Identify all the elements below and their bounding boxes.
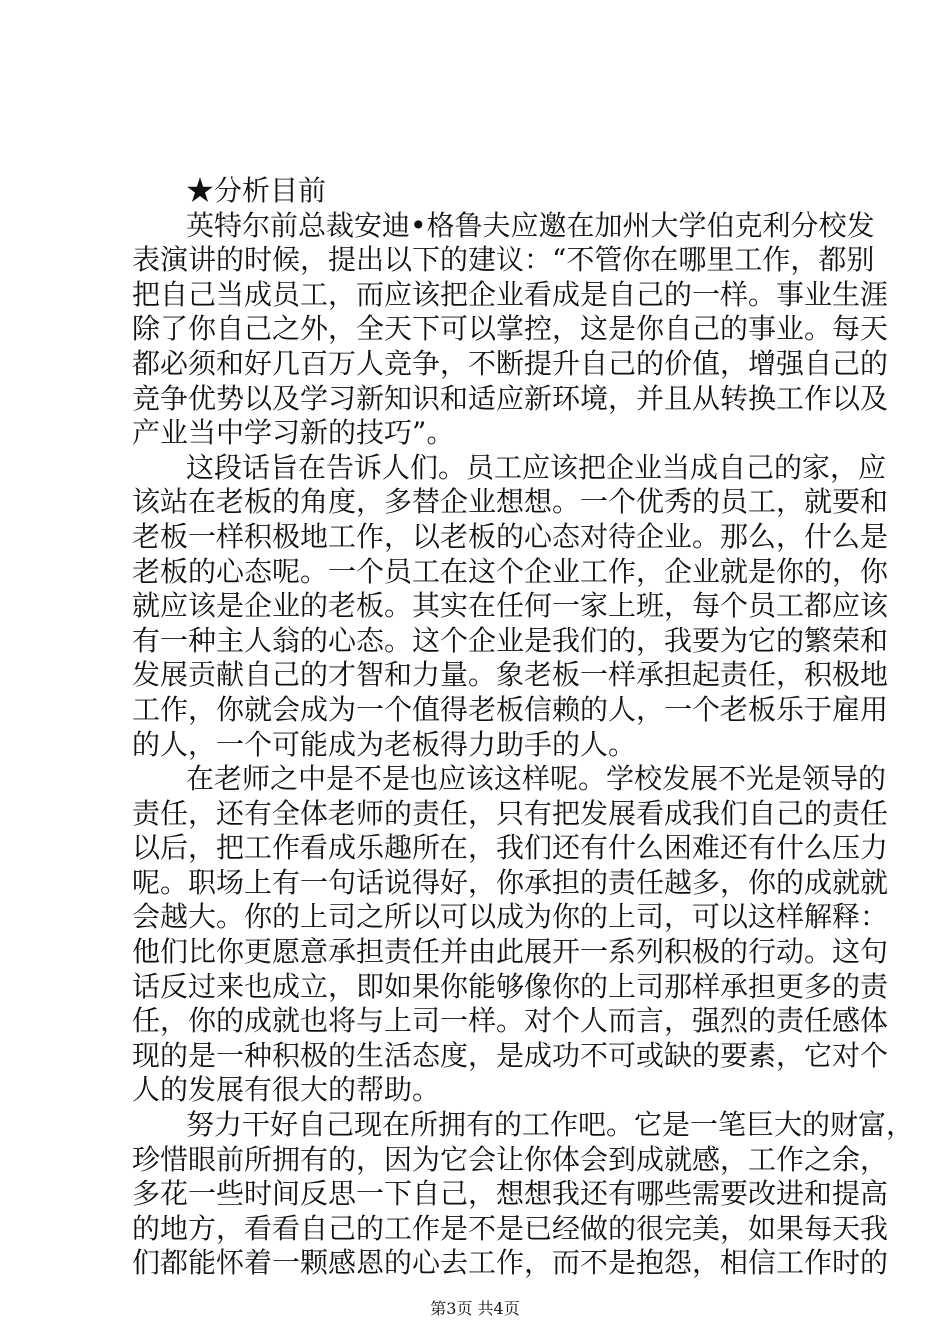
text-line: 除了你自己之外，全天下可以掌控，这是你自己的事业。每天 <box>132 312 889 346</box>
text-line: 把自己当成员工，而应该把企业看成是自己的一样。事业生涯 <box>132 277 889 311</box>
text-line: 产业当中学习新的技巧”。 <box>132 416 455 450</box>
text-line: 老板一样积极地工作，以老板的心态对待企业。那么，什么是 <box>132 519 889 553</box>
text-line: 都必须和好几百万人竞争，不断提升自己的价值，增强自己的 <box>132 346 889 380</box>
text-line: 在老师之中是不是也应该这样呢。学校发展不光是领导的 <box>186 762 887 796</box>
text-line: 的地方，看看自己的工作是不是已经做的很完美，如果每天我 <box>132 1211 889 1245</box>
text-line: 他们比你更愿意承担责任并由此展开一系列积极的行动。这句 <box>132 935 889 969</box>
page-number-footer: 第3页 共4页 <box>430 1299 520 1318</box>
text-line: 发展贡献自己的才智和力量。象老板一样承担起责任，积极地 <box>132 658 889 692</box>
text-line: 呢。职场上有一句话说得好，你承担的责任越多，你的成就就 <box>132 865 889 899</box>
text-line: 竞争优势以及学习新知识和适应新环境，并且从转换工作以及 <box>132 381 889 415</box>
text-line: 英特尔前总裁安迪•格鲁夫应邀在加州大学伯克利分校发 <box>186 208 875 242</box>
text-line: 就应该是企业的老板。其实在任何一家上班，每个员工都应该 <box>132 589 889 623</box>
text-line: 会越大。你的上司之所以可以成为你的上司，可以这样解释： <box>132 900 889 934</box>
text-line: 有一种主人翁的心态。这个企业是我们的，我要为它的繁荣和 <box>132 623 889 657</box>
text-line: 现的是一种积极的生活态度，是成功不可或缺的要素，它对个 <box>132 1038 889 1072</box>
paragraph-2 <box>132 450 889 762</box>
text-line: 老板的心态呢。一个员工在这个企业工作，企业就是你的，你 <box>132 554 889 588</box>
paragraph-4 <box>132 1108 915 1281</box>
text-line: 多花一些时间反思一下自己，想想我还有哪些需要改进和提高 <box>132 1177 889 1211</box>
document-body <box>132 174 915 1281</box>
text-line: 以后，把工作看成乐趣所在，我们还有什么困难还有什么压力 <box>132 831 889 865</box>
text-line: 责任，还有全体老师的责任，只有把发展看成我们自己的责任 <box>132 796 889 830</box>
text-line: 这段话旨在告诉人们。员工应该把企业当成自己的家，应 <box>186 450 887 484</box>
text-line: 该站在老板的角度，多替企业想想。一个优秀的员工，就要和 <box>132 485 889 519</box>
text-line: 人的发展有很大的帮助。 <box>132 1073 441 1107</box>
text-line: 珍惜眼前所拥有的，因为它会让你体会到成就感，工作之余， <box>132 1142 889 1176</box>
text-line: 工作，你就会成为一个值得老板信赖的人，一个老板乐于雇用 <box>132 692 889 726</box>
text-line: 的人，一个可能成为老板得力助手的人。 <box>132 727 637 761</box>
text-line: 们都能怀着一颗感恩的心去工作，而不是抱怨，相信工作时的 <box>132 1246 889 1280</box>
text-line: 任，你的成就也将与上司一样。对个人而言，强烈的责任感体 <box>132 1004 889 1038</box>
section-heading: ★分析目前 <box>186 174 327 207</box>
paragraph-3 <box>132 762 889 1108</box>
text-line: 表演讲的时候，提出以下的建议：“不管你在哪里工作，都别 <box>132 243 875 277</box>
text-line: 话反过来也成立，即如果你能够像你的上司那样承担更多的责 <box>132 969 889 1003</box>
text-line: 努力干好自己现在所拥有的工作吧。它是一笔巨大的财富， <box>186 1108 915 1142</box>
paragraph-1 <box>132 208 889 451</box>
